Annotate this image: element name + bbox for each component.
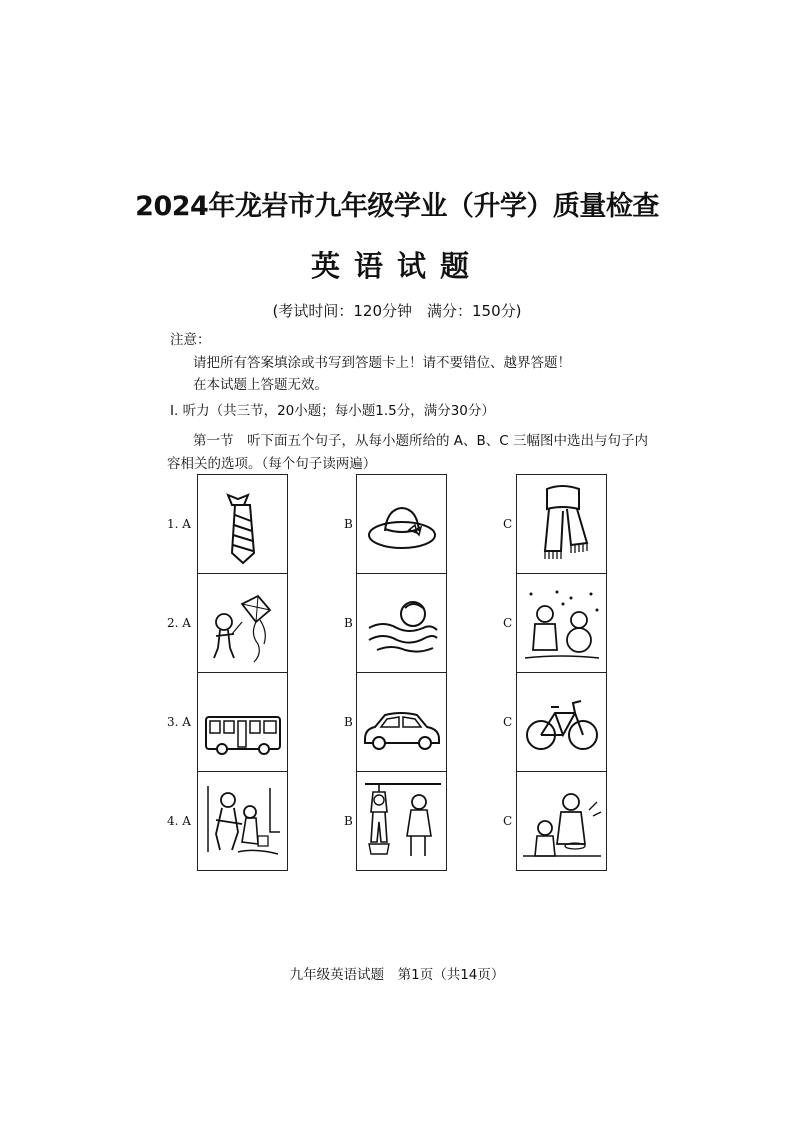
question-4-option-b-image [356,771,447,871]
exam-subject: 英语试题 [310,249,483,283]
question-4-option-c-image [516,771,607,871]
notice-line-1: 请把所有答案填涂或书写到答题卡上！请不要错位、越界答题！ [193,355,571,371]
question-4-option-b-label: B [344,814,353,828]
question-2-option-a-image [197,573,288,673]
question-3-option-c-label: C [503,715,513,729]
question-2-option-b-label: B [344,616,353,630]
car-icon [357,673,446,771]
swimming-icon [357,574,446,672]
question-1-option-b-image [356,474,447,574]
question-1-option-a-image [197,474,288,574]
bus-icon [198,673,287,771]
question-2-option-b-image [356,573,447,673]
kite-flying-icon [198,574,287,672]
question-3-option-c-image [516,672,607,772]
family-housework-icon [198,772,287,870]
question-1-option-a-label: 1. A [167,517,191,531]
question-2-option-c-image [516,573,607,673]
question-3-option-a-label: 3. A [167,715,191,729]
cooking-icon [517,772,606,870]
question-3-option-b-label: B [344,715,353,729]
question-1-option-c-label: C [503,517,513,531]
picture-question-grid [0,474,794,874]
question-4-option-a-image [197,771,288,871]
part1-instruction-line-1: 第一节 听下面五个句子，从每小题所给的 A、B、C 三幅图中选出与句子内 [193,433,649,449]
question-3-option-a-image [197,672,288,772]
question-1-option-b-label: B [344,517,353,531]
question-4-option-c-label: C [503,814,513,828]
question-3-option-b-image [356,672,447,772]
page-footer: 九年级英语试题 第1页（共14页） [289,967,505,983]
necktie-icon [198,475,287,573]
bicycle-icon [517,673,606,771]
question-2-option-c-label: C [503,616,513,630]
snowman-icon [517,574,606,672]
notice-line-2: 在本试题上答题无效。 [193,377,328,393]
exam-info: (考试时间：120分钟 满分：150分) [272,302,522,320]
sun-hat-icon [357,475,446,573]
question-1-option-c-image [516,474,607,574]
question-4-option-a-label: 4. A [167,814,191,828]
scarf-icon [517,475,606,573]
section-heading: Ⅰ. 听力（共三节，20小题；每小题1.5分，满分30分） [170,403,495,419]
page-title: 2024年龙岩市九年级学业（升学）质量检查 [135,191,659,222]
part1-instruction-line-2: 容相关的选项。（每个句子读两遍） [167,456,377,472]
notice-label: 注意： [170,332,211,348]
question-2-option-a-label: 2. A [167,616,191,630]
laundry-icon [357,772,446,870]
